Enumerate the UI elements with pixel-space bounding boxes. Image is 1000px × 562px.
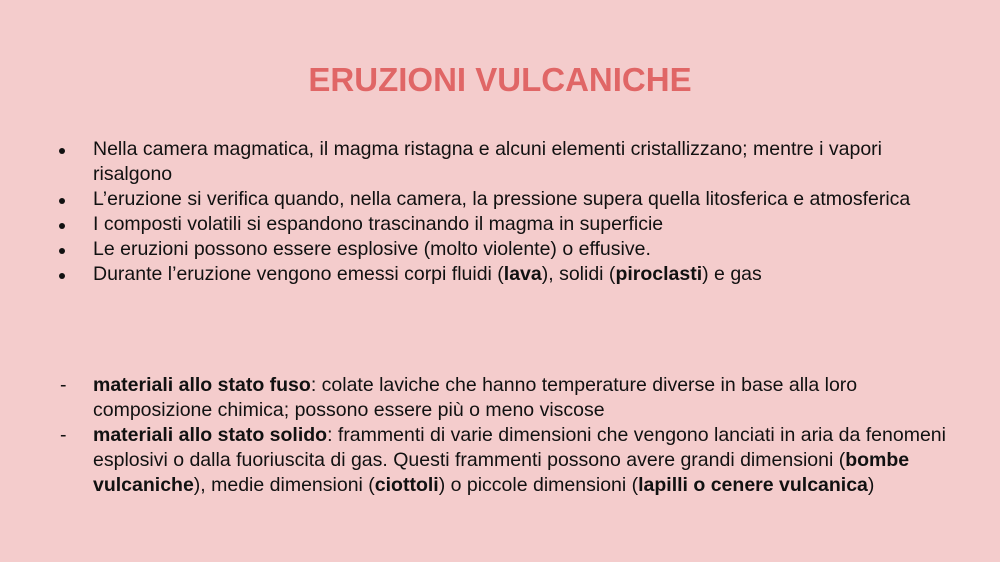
bullet-item [57, 262, 957, 287]
dash-text [93, 424, 946, 496]
text-run: ) [867, 474, 875, 496]
dash-text [93, 374, 857, 421]
bold-term: materiali allo stato solido [93, 424, 328, 446]
bullet-text: Le eruzioni possono essere esplosive (molto violente) o effusive. [93, 238, 651, 260]
bullet-dot-icon [59, 223, 65, 229]
text-run: : colate laviche che hanno temperature diverse in base alla loro composizione chimica; possono essere più o meno viscose [93, 374, 858, 421]
bullet-text: I composti volatili si espandono trascinando il magma in superficie [93, 213, 664, 235]
bold-term: piroclasti [615, 263, 703, 285]
bullet-text [93, 263, 762, 285]
bold-term: bombe vulcaniche [93, 449, 910, 496]
text-run: ) o piccole dimensioni ( [438, 474, 639, 496]
dash-item [57, 423, 957, 498]
bullet-item [57, 237, 957, 262]
text-run: ), solidi ( [541, 263, 616, 285]
text-run: ) e gas [702, 263, 762, 285]
slide-title: ERUZIONI VULCANICHE [308, 61, 692, 98]
bullet-text: L’eruzione si verifica quando, nella camera, la pressione supera quella litosferica e atmosferica [93, 188, 911, 210]
bullet-item [57, 212, 957, 237]
bold-term: lava [503, 263, 542, 285]
bullet-item [57, 137, 957, 187]
bold-term: ciottoli [374, 474, 439, 496]
bullet-dot-icon [59, 148, 65, 154]
text-run: ), medie dimensioni ( [193, 474, 375, 496]
text-run: Durante l’eruzione vengono emessi corpi fluidi ( [93, 263, 504, 285]
dash-item [57, 373, 957, 423]
dash-icon: - [60, 374, 67, 396]
bullet-text: Nella camera magmatica, il magma ristagna e alcuni elementi cristallizzano; mentre i vapori risalgono [93, 138, 882, 185]
bullet-list [57, 137, 957, 287]
bullet-dot-icon [59, 248, 65, 254]
bold-term: materiali allo stato fuso [93, 374, 311, 396]
bullet-dot-icon [59, 273, 65, 279]
dash-list [57, 373, 957, 498]
bullet-dot-icon [59, 198, 65, 204]
bold-term: lapilli o cenere vulcanica [638, 474, 868, 496]
dash-icon: - [60, 424, 67, 446]
bullet-item [57, 187, 957, 212]
text-run: : frammenti di varie dimensioni che vengono lanciati in aria da fenomeni esplosivi o dalla fuoriuscita di gas. Questi frammenti possono avere grandi dimensioni ( [93, 424, 946, 471]
